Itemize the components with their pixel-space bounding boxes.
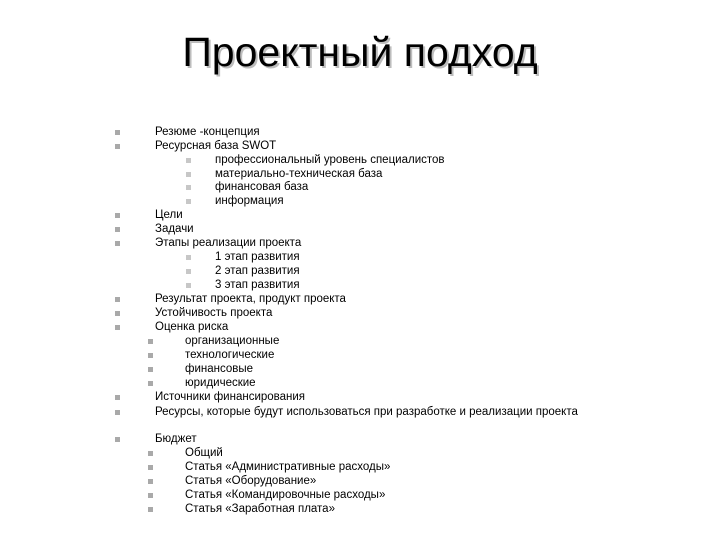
list-item bbox=[0, 153, 720, 167]
list-item-label: Ресурсы, которые будут использоваться при разработке и реализации проекта bbox=[155, 406, 578, 418]
list-item bbox=[0, 139, 720, 153]
square-bullet-icon bbox=[115, 213, 120, 218]
list-item-label: Статья «Оборудование» bbox=[185, 475, 317, 487]
list-item-label: Результат проекта, продукт проекта bbox=[155, 293, 346, 305]
square-bullet-icon bbox=[148, 479, 153, 484]
list-item bbox=[0, 194, 720, 208]
list-item-label: организационные bbox=[185, 335, 280, 347]
list-item bbox=[0, 278, 720, 292]
list-item-label: Бюджет bbox=[155, 433, 197, 445]
list-item-label: Источники финансирования bbox=[155, 391, 306, 403]
list-item-label: Резюме -концепция bbox=[155, 126, 260, 138]
square-bullet-icon bbox=[115, 241, 120, 246]
list-item bbox=[0, 125, 720, 139]
square-bullet-icon bbox=[148, 507, 153, 512]
square-bullet-icon bbox=[148, 381, 153, 386]
square-bullet-icon bbox=[115, 325, 120, 330]
list-item-label: материально-техническая база bbox=[215, 168, 383, 180]
list-item bbox=[0, 334, 720, 348]
list-item bbox=[0, 488, 720, 502]
list-item bbox=[0, 180, 720, 194]
list-item-label: Оценка риска bbox=[155, 321, 229, 333]
list-item bbox=[0, 306, 720, 320]
slide-title: Проектный подход bbox=[182, 29, 538, 75]
square-bullet-icon bbox=[186, 255, 191, 260]
square-bullet-icon bbox=[115, 395, 120, 400]
square-bullet-icon bbox=[115, 130, 120, 135]
list-item-label: Общий bbox=[185, 447, 223, 459]
list-item bbox=[0, 348, 720, 362]
list-item bbox=[0, 376, 720, 390]
square-bullet-icon bbox=[115, 311, 120, 316]
square-bullet-icon bbox=[186, 269, 191, 274]
square-bullet-icon bbox=[148, 451, 153, 456]
list-item bbox=[0, 250, 720, 264]
list-item-label: юридические bbox=[185, 377, 256, 389]
square-bullet-icon bbox=[148, 465, 153, 470]
list-item bbox=[0, 320, 720, 334]
list-item bbox=[0, 474, 720, 488]
square-bullet-icon bbox=[148, 367, 153, 372]
list-item bbox=[0, 167, 720, 181]
list-item-label: 1 этап развития bbox=[215, 251, 300, 263]
list-item-label: Ресурсная база SWOT bbox=[155, 140, 277, 152]
list-item bbox=[0, 362, 720, 376]
square-bullet-icon bbox=[186, 283, 191, 288]
list-item bbox=[0, 432, 720, 446]
list-item bbox=[0, 292, 720, 306]
square-bullet-icon bbox=[186, 172, 191, 177]
square-bullet-icon bbox=[115, 297, 120, 302]
list-item-label: Статья «Заработная плата» bbox=[185, 503, 335, 515]
square-bullet-icon bbox=[115, 144, 120, 149]
square-bullet-icon bbox=[115, 437, 120, 442]
list-item-label: Устойчивость проекта bbox=[155, 307, 273, 319]
square-bullet-icon bbox=[148, 339, 153, 344]
list-item-label: финансовая база bbox=[215, 181, 309, 193]
list-item bbox=[0, 460, 720, 474]
square-bullet-icon bbox=[148, 353, 153, 358]
list-item-label: Этапы реализации проекта bbox=[155, 237, 302, 249]
list-item bbox=[0, 222, 720, 236]
square-bullet-icon bbox=[186, 158, 191, 163]
list-item bbox=[0, 390, 720, 404]
list-item bbox=[0, 264, 720, 278]
list-item bbox=[0, 236, 720, 250]
list-item-label: Цели bbox=[155, 209, 183, 221]
list-item-label: информация bbox=[215, 195, 284, 207]
list-item-label: Статья «Административные расходы» bbox=[185, 461, 391, 473]
list-item bbox=[0, 405, 720, 419]
list-item-label: 2 этап развития bbox=[215, 265, 300, 277]
list-item-label: технологические bbox=[185, 349, 275, 361]
list-item-label: 3 этап развития bbox=[215, 279, 300, 291]
square-bullet-icon bbox=[186, 199, 191, 204]
square-bullet-icon bbox=[186, 185, 191, 190]
square-bullet-icon bbox=[148, 493, 153, 498]
list-item-label: профессиональный уровень специалистов bbox=[215, 154, 445, 166]
list-item bbox=[0, 446, 720, 460]
square-bullet-icon bbox=[115, 227, 120, 232]
list-item bbox=[0, 502, 720, 516]
list-item-label: финансовые bbox=[185, 363, 254, 375]
square-bullet-icon bbox=[115, 410, 120, 415]
list-item-label: Задачи bbox=[155, 223, 194, 235]
list-item bbox=[0, 208, 720, 222]
list-item-label: Статья «Командировочные расходы» bbox=[185, 489, 386, 501]
